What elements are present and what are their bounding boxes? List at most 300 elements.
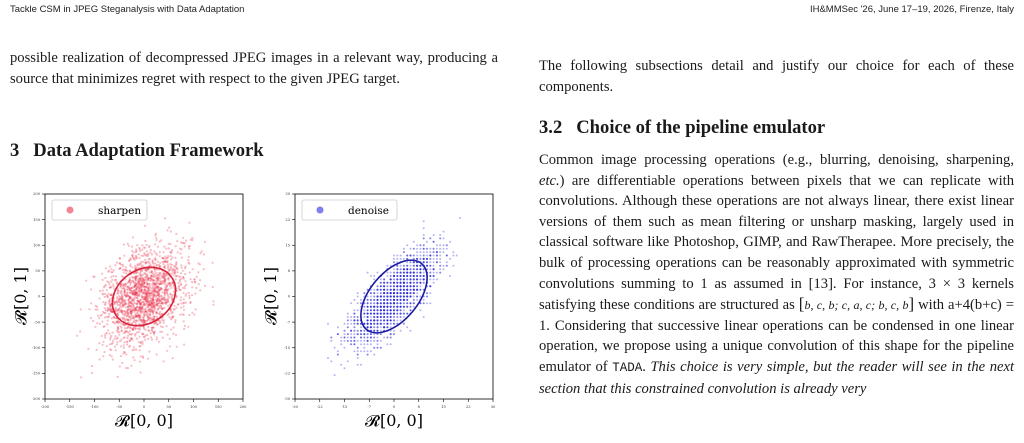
scatter-point (141, 296, 143, 298)
scatter-point (357, 319, 359, 321)
scatter-point (413, 296, 415, 298)
scatter-point (367, 309, 369, 311)
scatter-point (159, 251, 161, 253)
scatter-point (357, 323, 359, 325)
scatter-point (190, 301, 192, 303)
scatter-point (163, 246, 165, 248)
scatter-point (353, 330, 355, 332)
scatter-point (159, 262, 161, 264)
scatter-point (151, 327, 153, 329)
scatter-point (128, 316, 130, 318)
scatter-point (149, 314, 151, 316)
scatter-point (100, 315, 102, 317)
x-tick-label: -15 (341, 405, 348, 409)
scatter-point (144, 240, 146, 242)
scatter-point (403, 289, 405, 291)
scatter-point (137, 328, 139, 330)
scatter-point (184, 245, 186, 247)
scatter-point (140, 255, 142, 257)
scatter-point (152, 296, 154, 298)
scatter-point (102, 344, 104, 346)
scatter-point (168, 301, 170, 303)
scatter-point (433, 258, 435, 260)
scatter-point (400, 282, 402, 284)
scatter-point (380, 302, 382, 304)
scatter-point (153, 290, 155, 292)
scatter-point (136, 256, 138, 258)
scatter-point (105, 309, 107, 311)
scatter-point (106, 332, 108, 334)
scatter-point (106, 345, 108, 347)
scatter-point (119, 311, 121, 313)
scatter-point (416, 244, 418, 246)
scatter-point (367, 337, 369, 339)
scatter-point (413, 255, 415, 257)
scatter-point (110, 349, 112, 351)
scatter-point (416, 278, 418, 280)
scatter-point (360, 337, 362, 339)
scatter-point (439, 258, 441, 260)
y-tick-label: -100 (31, 345, 40, 350)
scatter-point (413, 265, 415, 267)
paragraph-continued: possible realization of decompressed JPEG images in a relevant way, producing a source that minimizes regret with respect to the given JPEG target. (10, 50, 498, 87)
scatter-point (118, 308, 120, 310)
x-tick-label: 15 (441, 405, 446, 409)
scatter-point (373, 289, 375, 291)
scatter-point (133, 304, 135, 306)
scatter-point (134, 265, 136, 267)
scatter-point (363, 330, 365, 332)
scatter-point (174, 257, 176, 259)
scatter-point (139, 316, 141, 318)
scatter-point (386, 343, 388, 345)
scatter-point (410, 265, 412, 267)
scatter-point (136, 338, 138, 340)
x-tick-label: -150 (65, 405, 74, 409)
scatter-point (380, 316, 382, 318)
scatter-point (419, 265, 421, 267)
scatter-point (197, 271, 199, 273)
scatter-point (115, 300, 117, 302)
scatter-point (400, 268, 402, 270)
scatter-point (154, 322, 156, 324)
scatter-point (400, 272, 402, 274)
scatter-point (340, 340, 342, 342)
scatter-point (173, 305, 175, 307)
scatter-point (152, 259, 154, 261)
x-tick-label: 30 (490, 405, 496, 409)
scatter-point (104, 307, 106, 309)
scatter-point (143, 336, 145, 338)
scatter-point (386, 326, 388, 328)
scatter-point (410, 255, 412, 257)
y-tick-label: -150 (31, 371, 40, 376)
scatter-point (148, 351, 150, 353)
scatter-point (163, 360, 165, 362)
scatter-point (182, 242, 184, 244)
scatter-point (168, 279, 170, 281)
scatter-point (212, 262, 214, 264)
scatter-point (112, 275, 114, 277)
scatter-point (419, 285, 421, 287)
scatter-point (386, 337, 388, 339)
scatter-point (124, 352, 126, 354)
scatter-point (195, 287, 197, 289)
scatter-point (423, 316, 425, 318)
scatter-point (390, 285, 392, 287)
scatter-point (174, 321, 176, 323)
scatter-point (127, 243, 129, 245)
scatter-point (413, 302, 415, 304)
scatter-point (121, 300, 123, 302)
scatter-point (403, 296, 405, 298)
scatter-point (166, 350, 168, 352)
scatter-point (423, 227, 425, 229)
scatter-point (370, 350, 372, 352)
scatter-point (353, 343, 355, 345)
scatter-point (183, 344, 185, 346)
scatter-point (360, 340, 362, 342)
scatter-point (140, 308, 142, 310)
scatter-point (383, 326, 385, 328)
scatter-point (330, 360, 332, 362)
scatter-point (373, 340, 375, 342)
scatter-point (383, 282, 385, 284)
scatter-point (131, 280, 133, 282)
scatter-point (383, 299, 385, 301)
scatter-point (353, 316, 355, 318)
scatter-point (400, 285, 402, 287)
scatter-point (185, 302, 187, 304)
scatter-point (177, 251, 179, 253)
scatter-point (393, 285, 395, 287)
scatter-point (164, 286, 166, 288)
scatter-point (367, 272, 369, 274)
scatter-point (393, 282, 395, 284)
scatter-point (134, 333, 136, 335)
scatter-point (148, 293, 150, 295)
scatter-point (79, 330, 81, 332)
scatter-point (147, 338, 149, 340)
scatter-point (161, 331, 163, 333)
scatter-point (433, 275, 435, 277)
scatter-point (155, 312, 157, 314)
scatter-point (433, 268, 435, 270)
scatter-point (147, 261, 149, 263)
scatter-point (133, 306, 135, 308)
scatter-point (426, 255, 428, 257)
y-tick-label: 30 (285, 192, 290, 197)
scatter-point (201, 250, 203, 252)
scatter-point (156, 301, 158, 303)
scatter-point (156, 294, 158, 296)
scatter-point (360, 326, 362, 328)
scatter-point (124, 291, 126, 293)
x-tick-label: 200 (239, 405, 247, 409)
scatter-point (433, 278, 435, 280)
scatter-point (377, 323, 379, 325)
scatter-point (340, 337, 342, 339)
scatter-point (403, 278, 405, 280)
scatter-point (393, 261, 395, 263)
scatter-point (370, 323, 372, 325)
scatter-point (175, 278, 177, 280)
scatter-point (386, 302, 388, 304)
scatter-point (168, 227, 170, 229)
scatter-point (327, 323, 329, 325)
scatter-point (383, 292, 385, 294)
scatter-point (175, 245, 177, 247)
scatter-point (446, 248, 448, 250)
scatter-point (112, 359, 114, 361)
scatter-point (117, 331, 119, 333)
subsection-number: 3.2 (539, 117, 563, 138)
scatter-point (112, 340, 114, 342)
scatter-point (123, 243, 125, 245)
scatter-point (377, 272, 379, 274)
scatter-point (167, 334, 169, 336)
scatter-point (177, 303, 179, 305)
scatter-point (367, 343, 369, 345)
scatter-point (350, 340, 352, 342)
scatter-point (150, 249, 152, 251)
scatter-point (344, 340, 346, 342)
scatter-point (181, 257, 183, 259)
scatter-point (199, 289, 201, 291)
x-tick-label: 50 (166, 405, 172, 409)
scatter-point (386, 289, 388, 291)
text-italic: This choice is very simple, but the reader will see in the next section that this constrained convolution is already very (539, 358, 1015, 397)
scatter-point (130, 305, 132, 307)
scatter-point (125, 315, 127, 317)
scatter-point (393, 258, 395, 260)
scatter-point (141, 244, 143, 246)
scatter-point (177, 275, 179, 277)
scatter-point (188, 295, 190, 297)
scatter-point (108, 315, 110, 317)
scatter-point (148, 245, 150, 247)
scatter-point (185, 295, 187, 297)
scatter-point (133, 251, 135, 253)
scatter-point (166, 289, 168, 291)
scatter-point (386, 296, 388, 298)
scatter-point (403, 248, 405, 250)
scatter-point (367, 340, 369, 342)
scatter-point (416, 299, 418, 301)
scatter-point (370, 299, 372, 301)
scatter-point (162, 337, 164, 339)
scatter-point (163, 258, 165, 260)
scatter-point (393, 319, 395, 321)
scatter-point (145, 313, 147, 315)
scatter-point (80, 376, 82, 378)
x-tick-label: -7 (367, 405, 372, 409)
scatter-point (406, 299, 408, 301)
scatter-point (131, 246, 133, 248)
scatter-point (123, 271, 125, 273)
scatter-point (173, 308, 175, 310)
scatter-point (135, 248, 137, 250)
scatter-point (121, 312, 123, 314)
x-tick-label: 150 (214, 405, 222, 409)
scatter-point (390, 316, 392, 318)
scatter-point (370, 343, 372, 345)
scatter-point (380, 330, 382, 332)
scatter-point (119, 262, 121, 264)
scatter-point (396, 313, 398, 315)
scatter-point (109, 354, 111, 356)
scatter-point (373, 354, 375, 356)
scatter-point (142, 265, 144, 267)
scatter-point (169, 269, 171, 271)
scatter-point (190, 278, 192, 280)
scatter-point (154, 275, 156, 277)
scatter-point (136, 331, 138, 333)
scatter-point (125, 319, 127, 321)
scatter-point (353, 309, 355, 311)
scatter-point (410, 248, 412, 250)
scatter-point (168, 313, 170, 315)
scatter-point (174, 270, 176, 272)
scatter-point (136, 287, 138, 289)
scatter-point (383, 289, 385, 291)
scatter-point (386, 282, 388, 284)
scatter-point (137, 312, 139, 314)
scatter-point (168, 316, 170, 318)
x-axis-label: 𝓡[0, 0] (115, 411, 173, 430)
scatter-point (377, 337, 379, 339)
scatter-point (172, 333, 174, 335)
scatter-point (363, 340, 365, 342)
scatter-point (413, 275, 415, 277)
scatter-point (162, 261, 164, 263)
scatter-point (143, 326, 145, 328)
scatter-point (390, 337, 392, 339)
scatter-point (403, 323, 405, 325)
scatter-point (107, 319, 109, 321)
scatter-point (439, 251, 441, 253)
scatter-point (126, 286, 128, 288)
scatter-point (135, 289, 137, 291)
scatter-point (139, 250, 141, 252)
scatter-point (99, 323, 101, 325)
scatter-point (429, 278, 431, 280)
scatter-point (101, 293, 103, 295)
scatter-point (133, 318, 135, 320)
scatter-point (90, 317, 92, 319)
scatter-point (353, 340, 355, 342)
scatter-point (159, 321, 161, 323)
scatter-point (138, 293, 140, 295)
scatter-point (156, 254, 158, 256)
scatter-point (137, 263, 139, 265)
scatter-point (380, 299, 382, 301)
scatter-point (426, 261, 428, 263)
scatter-point (183, 298, 185, 300)
scatter-point (416, 265, 418, 267)
scatter-point (367, 333, 369, 335)
scatter-point (383, 296, 385, 298)
scatter-point (120, 327, 122, 329)
scatter-point (129, 345, 131, 347)
scatter-point (170, 258, 172, 260)
scatter-point (125, 303, 127, 305)
scatter-point (123, 341, 125, 343)
scatter-point (150, 275, 152, 277)
scatter-point (400, 278, 402, 280)
scatter-point (123, 347, 125, 349)
scatter-point (140, 290, 142, 292)
scatter-point (410, 285, 412, 287)
scatter-point (416, 248, 418, 250)
scatter-point (191, 237, 193, 239)
scatter-point (419, 272, 421, 274)
scatter-point (410, 292, 412, 294)
scatter-point (141, 284, 143, 286)
scatter-point (173, 272, 175, 274)
scatter-point (175, 334, 177, 336)
scatter-point (443, 244, 445, 246)
scatter-point (147, 358, 149, 360)
scatter-point (390, 323, 392, 325)
scatter-point (130, 365, 132, 367)
scatter-point (396, 258, 398, 260)
scatter-point (400, 299, 402, 301)
scatter-point (367, 350, 369, 352)
scatter-point (183, 314, 185, 316)
scatter-point (393, 316, 395, 318)
scatter-point (337, 333, 339, 335)
scatter-point (403, 265, 405, 267)
scatter-point (433, 272, 435, 274)
scatter-point (212, 300, 214, 302)
scatter-point (144, 289, 146, 291)
scatter-point (188, 292, 190, 294)
scatter-point (344, 333, 346, 335)
scatter-point (120, 355, 122, 357)
scatter-point (114, 264, 116, 266)
scatter-point (403, 306, 405, 308)
scatter-point (353, 319, 355, 321)
scatter-point (377, 302, 379, 304)
scatter-point (163, 322, 165, 324)
subsection-title: Choice of the pipeline emulator (576, 117, 826, 138)
scatter-point (357, 350, 359, 352)
scatter-point (146, 306, 148, 308)
scatter-point (182, 270, 184, 272)
scatter-point (419, 309, 421, 311)
scatter-point (419, 251, 421, 253)
scatter-point (106, 295, 108, 297)
scatter-point (170, 287, 172, 289)
scatter-point (377, 343, 379, 345)
scatter-point (135, 348, 137, 350)
scatter-point (429, 248, 431, 250)
scatter-point (142, 355, 144, 357)
legend-marker (67, 207, 74, 214)
scatter-point (118, 295, 120, 297)
scatter-point (403, 268, 405, 270)
scatter-point (104, 304, 106, 306)
scatter-point (423, 237, 425, 239)
scatter-point (126, 288, 128, 290)
scatter-point (151, 329, 153, 331)
scatter-point (175, 233, 177, 235)
scatter-point (370, 306, 372, 308)
scatter-point (121, 362, 123, 364)
legend-label-denoise: denoise (348, 205, 389, 217)
y-tick-label: 200 (33, 192, 40, 197)
